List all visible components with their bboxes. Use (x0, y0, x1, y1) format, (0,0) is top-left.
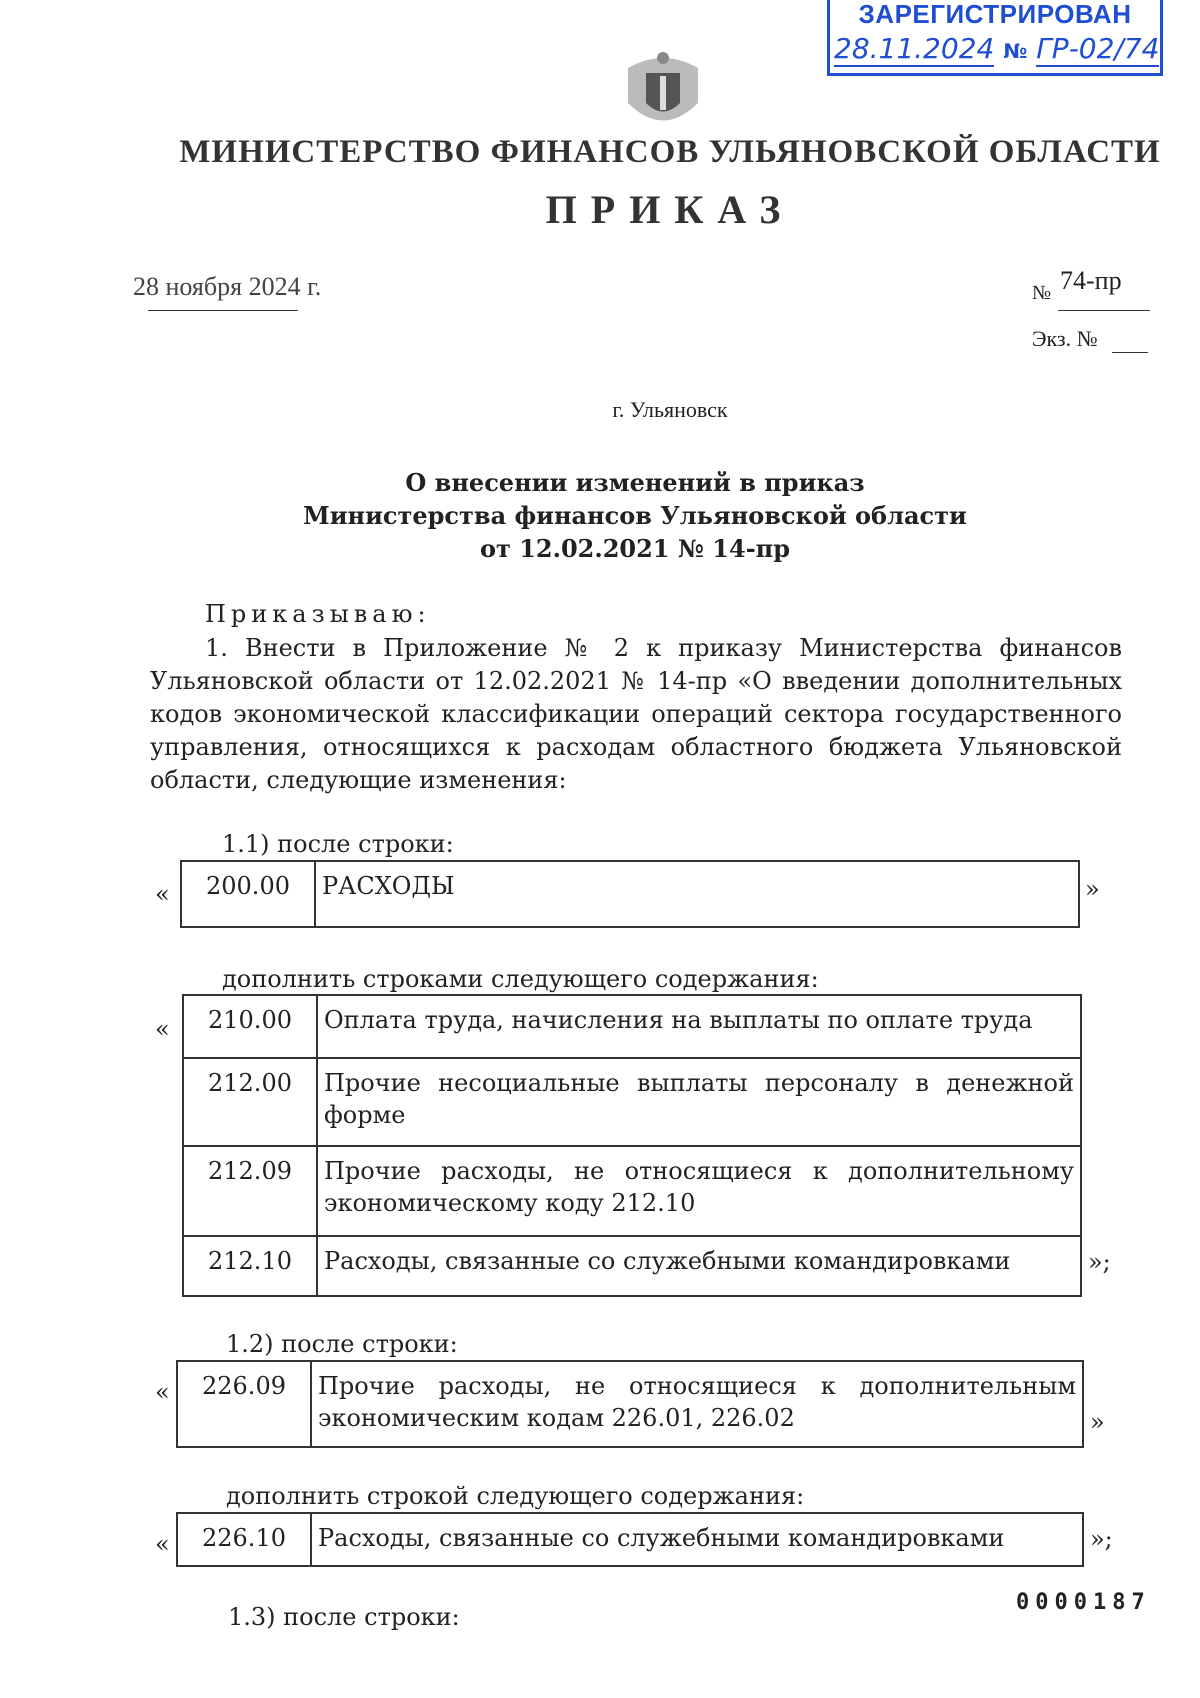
code-cell: 210.00 (183, 995, 317, 1058)
order-number: 74-пр (1060, 266, 1122, 295)
name-cell: Расходы, связанные со служебными командировками (317, 1236, 1081, 1296)
name-cell: Оплата труда, начисления на выплаты по оплате труда (317, 995, 1081, 1058)
table-row (183, 995, 1081, 1058)
paragraph-text: 1. Внести в Приложение № 2 к приказу Министерства финансов Ульяновской области от 12.02.2021 № 14-пр «О введении дополнительных кодов экономической классификации операций сектора государственного управления, относящихся к расходам областного бюджета Ульяновской области, следующие изменения: (150, 634, 1122, 794)
quote-open: « (155, 880, 170, 908)
name-cell: Прочие несоциальные выплаты персоналу в денежной форме (317, 1058, 1081, 1146)
quote-open: « (155, 1378, 170, 1406)
order-word: Приказываю: (205, 600, 431, 628)
quote-close: »; (1088, 1248, 1111, 1276)
name-cell: Расходы, связанные со служебными командировками (311, 1513, 1083, 1566)
code-cell: 212.09 (183, 1146, 317, 1236)
quote-open: « (155, 1015, 170, 1043)
quote-close: » (1090, 1408, 1105, 1436)
stamp-no-label: № (1003, 39, 1028, 63)
code-cell: 226.10 (177, 1513, 311, 1566)
copy-number-label: Экз. № (1032, 326, 1098, 351)
table-1-2-added (176, 1512, 1084, 1567)
code-cell: 200.00 (181, 861, 315, 927)
name-cell: Прочие расходы, не относящиеся к дополнительным экономическим кодам 226.01, 226.02 (311, 1361, 1083, 1447)
section-1-2-label: 1.2) после строки: (226, 1330, 458, 1358)
coat-of-arms-icon (618, 48, 708, 138)
document-type: ПРИКАЗ (545, 187, 795, 232)
quote-close: » (1085, 875, 1100, 903)
title-line: Министерства финансов Ульяновской области (303, 501, 967, 530)
code-cell: 226.09 (177, 1361, 311, 1447)
table-1-2-before (176, 1360, 1084, 1448)
table-row (177, 1513, 1083, 1566)
name-cell: РАСХОДЫ (315, 861, 1079, 927)
quote-open: « (155, 1530, 170, 1558)
table-1-1-added (182, 994, 1082, 1297)
table-row (183, 1236, 1081, 1296)
city: г. Ульяновск (612, 397, 728, 422)
quote-close: »; (1090, 1525, 1113, 1553)
table-1-1-before (180, 860, 1080, 928)
number-underline (1058, 310, 1150, 311)
serial-number: 0000187 (1016, 1590, 1151, 1615)
copy-underline (1112, 352, 1148, 353)
section-1-1-add-label: дополнить строками следующего содержания: (222, 965, 819, 993)
title-line: от 12.02.2021 № 14-пр (479, 534, 791, 563)
stamp-title: ЗАРЕГИСТРИРОВАН (858, 0, 1132, 29)
section-1-2-add-label: дополнить строкой следующего содержания: (226, 1482, 805, 1510)
section-1-3-label: 1.3) после строки: (228, 1603, 460, 1631)
code-cell: 212.00 (183, 1058, 317, 1146)
registration-stamp (827, 0, 1163, 76)
order-date: 28 ноября 2024 г. (133, 272, 322, 301)
stamp-number: ГР-02/74 (1036, 32, 1160, 65)
order-title (0, 466, 1200, 565)
table-row (181, 861, 1079, 927)
title-line: О внесении изменений в приказ (405, 468, 865, 497)
table-row (183, 1058, 1081, 1146)
stamp-date: 28.11.2024 (834, 32, 995, 65)
name-cell: Прочие расходы, не относящиеся к дополнительному экономическому коду 212.10 (317, 1146, 1081, 1236)
section-1-1-label: 1.1) после строки: (222, 830, 454, 858)
paragraph-1 (150, 632, 1122, 797)
date-underline (148, 310, 298, 311)
number-label: № (1032, 282, 1052, 304)
table-row (183, 1146, 1081, 1236)
code-cell: 212.10 (183, 1236, 317, 1296)
ministry-name: МИНИСТЕРСТВО ФИНАНСОВ УЛЬЯНОВСКОЙ ОБЛАСТИ (179, 134, 1161, 170)
table-row (177, 1361, 1083, 1447)
